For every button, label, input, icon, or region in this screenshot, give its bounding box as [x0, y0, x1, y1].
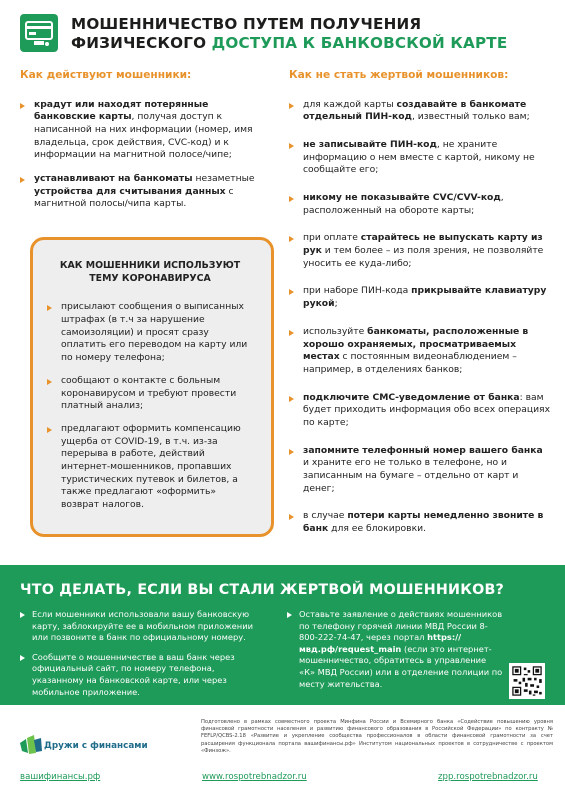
- list-item: Оставьте заявление о действиях мошенников по телефону горячей линии МВД России 8-800-222-74-47, через портал https://мвд.рф/request_main (если это интернет-мошенничество, обратитесь в управление «К» МВД России) или в отделение полиции по месту жительства.: [287, 609, 503, 690]
- bullet-arrow-icon: [20, 612, 25, 618]
- prevention-section: [289, 68, 551, 551]
- list-item: для каждой карты создавайте в банкомате отдельный ПИН-код, известный только вам;: [289, 99, 551, 124]
- qr-code-icon[interactable]: [509, 663, 545, 699]
- druzhi-s-finansami-logo: Дружи с финансами: [20, 735, 150, 755]
- victim-right-column: [287, 609, 503, 698]
- victim-section-title: ЧТО ДЕЛАТЬ, ЕСЛИ ВЫ СТАЛИ ЖЕРТВОЙ МОШЕННИКОВ?: [20, 582, 505, 598]
- bullet-arrow-icon: [47, 427, 52, 433]
- bullet-arrow-icon: [47, 379, 52, 385]
- footer-note: Подготовлено в рамках совместного проекта Минфина России и Всемирного банка «Содействие повышению уровня финансовой грамотности населения и развитию финансового образования в Российской Федерации» по контракту № FEFLP/QCBS-2.18 «Развитие и укрепление сообщества профессионалов в области финансовой грамотности за счет расширения функционала портала вашифинансы.рф» Институтом национальных проектов в сотрудничестве с проектом «Финзож».: [201, 719, 553, 754]
- vashifinansy-link[interactable]: вашифинансы.рф: [20, 772, 101, 782]
- list-item: устанавливают на банкоматы незаметные устройства для считывания данных с магнитной полосы/чипа карты.: [20, 173, 270, 211]
- page-title: МОШЕННИЧЕСТВО ПУТЕМ ПОЛУЧЕНИЯ ФИЗИЧЕСКОГО ДОСТУПА К БАНКОВСКОЙ КАРТЕ: [71, 15, 508, 52]
- bullet-arrow-icon: [289, 289, 294, 295]
- bullet-arrow-icon: [289, 143, 294, 149]
- list-item: Сообщите о мошенничестве в ваш банк через официальный сайт, по номеру телефона, указанному на банковской карте, или через мобильное приложение.: [20, 652, 265, 698]
- coronavirus-box: [30, 237, 274, 537]
- zpp-rospotrebnadzor-link[interactable]: zpp.rospotrebnadzor.ru: [438, 772, 538, 782]
- coronavirus-box-title: КАК МОШЕННИКИ ИСПОЛЬЗУЮТ ТЕМУ КОРОНАВИРУСА: [59, 260, 241, 284]
- list-item: никому не показывайте CVC/CVV-код, расположенный на обороте карты;: [289, 192, 551, 217]
- bullet-arrow-icon: [47, 305, 52, 311]
- logo-mark-icon: [20, 735, 42, 755]
- list-item: при оплате старайтесь не выпускать карту из рук и тем более – из поля зрения, не позволяйте уносить ее куда-либо;: [289, 232, 551, 270]
- bullet-arrow-icon: [289, 396, 294, 402]
- card-reader-icon: [20, 14, 58, 52]
- bullet-arrow-icon: [289, 330, 294, 336]
- list-item: запомните телефонный номер вашего банка и храните его не только в телефоне, но и записанным на бумаге – отдельно от карт и денег;: [289, 445, 551, 496]
- bullet-arrow-icon: [20, 177, 25, 183]
- list-item: при наборе ПИН-кода прикрывайте клавиатуру рукой;: [289, 285, 551, 310]
- fraud-methods-section: [20, 68, 270, 222]
- bullet-arrow-icon: [289, 449, 294, 455]
- list-item: крадут или находят потерянные банковские карты, получая доступ к написанной на них информации (номер, имя владельца, срок действия, CVC-код) и к информации на магнитной полосе/чипе;: [20, 99, 270, 162]
- bullet-arrow-icon: [20, 655, 25, 661]
- prevention-heading: Как не стать жертвой мошенников:: [289, 69, 509, 81]
- bullet-arrow-icon: [289, 514, 294, 520]
- list-item: не записывайте ПИН-код, не храните информацию о нем вместе с картой, никому не сообщайте его;: [289, 139, 551, 177]
- bullet-arrow-icon: [289, 103, 294, 109]
- list-item: сообщают о контакте с больным коронавирусом и требуют провести платный анализ;: [47, 375, 253, 413]
- fraud-methods-heading: Как действуют мошенники:: [20, 69, 192, 81]
- list-item: Если мошенники использовали вашу банковскую карту, заблокируйте ее в мобильном приложении или позвоните в банк по официальному номеру.: [20, 609, 265, 644]
- list-item: присылают сообщения о выписанных штрафах (в т.ч за нарушение самоизоляции) и просят сразу оплатить его переводом на карту или по номеру телефона;: [47, 301, 253, 364]
- bullet-arrow-icon: [289, 196, 294, 202]
- mvd-request-link[interactable]: https://мвд.рф/request_main: [299, 632, 462, 654]
- bullet-arrow-icon: [289, 236, 294, 242]
- list-item: в случае потери карты немедленно звоните в банк для ее блокировки.: [289, 510, 551, 535]
- bullet-arrow-icon: [287, 612, 292, 618]
- list-item: предлагают оформить компенсацию ущерба от COVID-19, в т.ч. из-за перерыва в работе, действий интернет-мошенников, пропавших туристических путевок и билетов, а также предлагают «оформить» возврат налогов.: [47, 423, 253, 512]
- list-item: используйте банкоматы, расположенные в хорошо охраняемых, просматриваемых местах с постоянным видеонаблюдением – например, в отделениях банков;: [289, 326, 551, 377]
- header: [20, 14, 550, 58]
- victim-left-column: [20, 609, 265, 706]
- bullet-arrow-icon: [20, 103, 25, 109]
- rospotrebnadzor-link[interactable]: www.rospotrebnadzor.ru: [202, 772, 307, 782]
- list-item: подключите СМС-уведомление от банка: вам будет приходить информация обо всех операциях по карте;: [289, 392, 551, 430]
- victim-section: [0, 565, 565, 705]
